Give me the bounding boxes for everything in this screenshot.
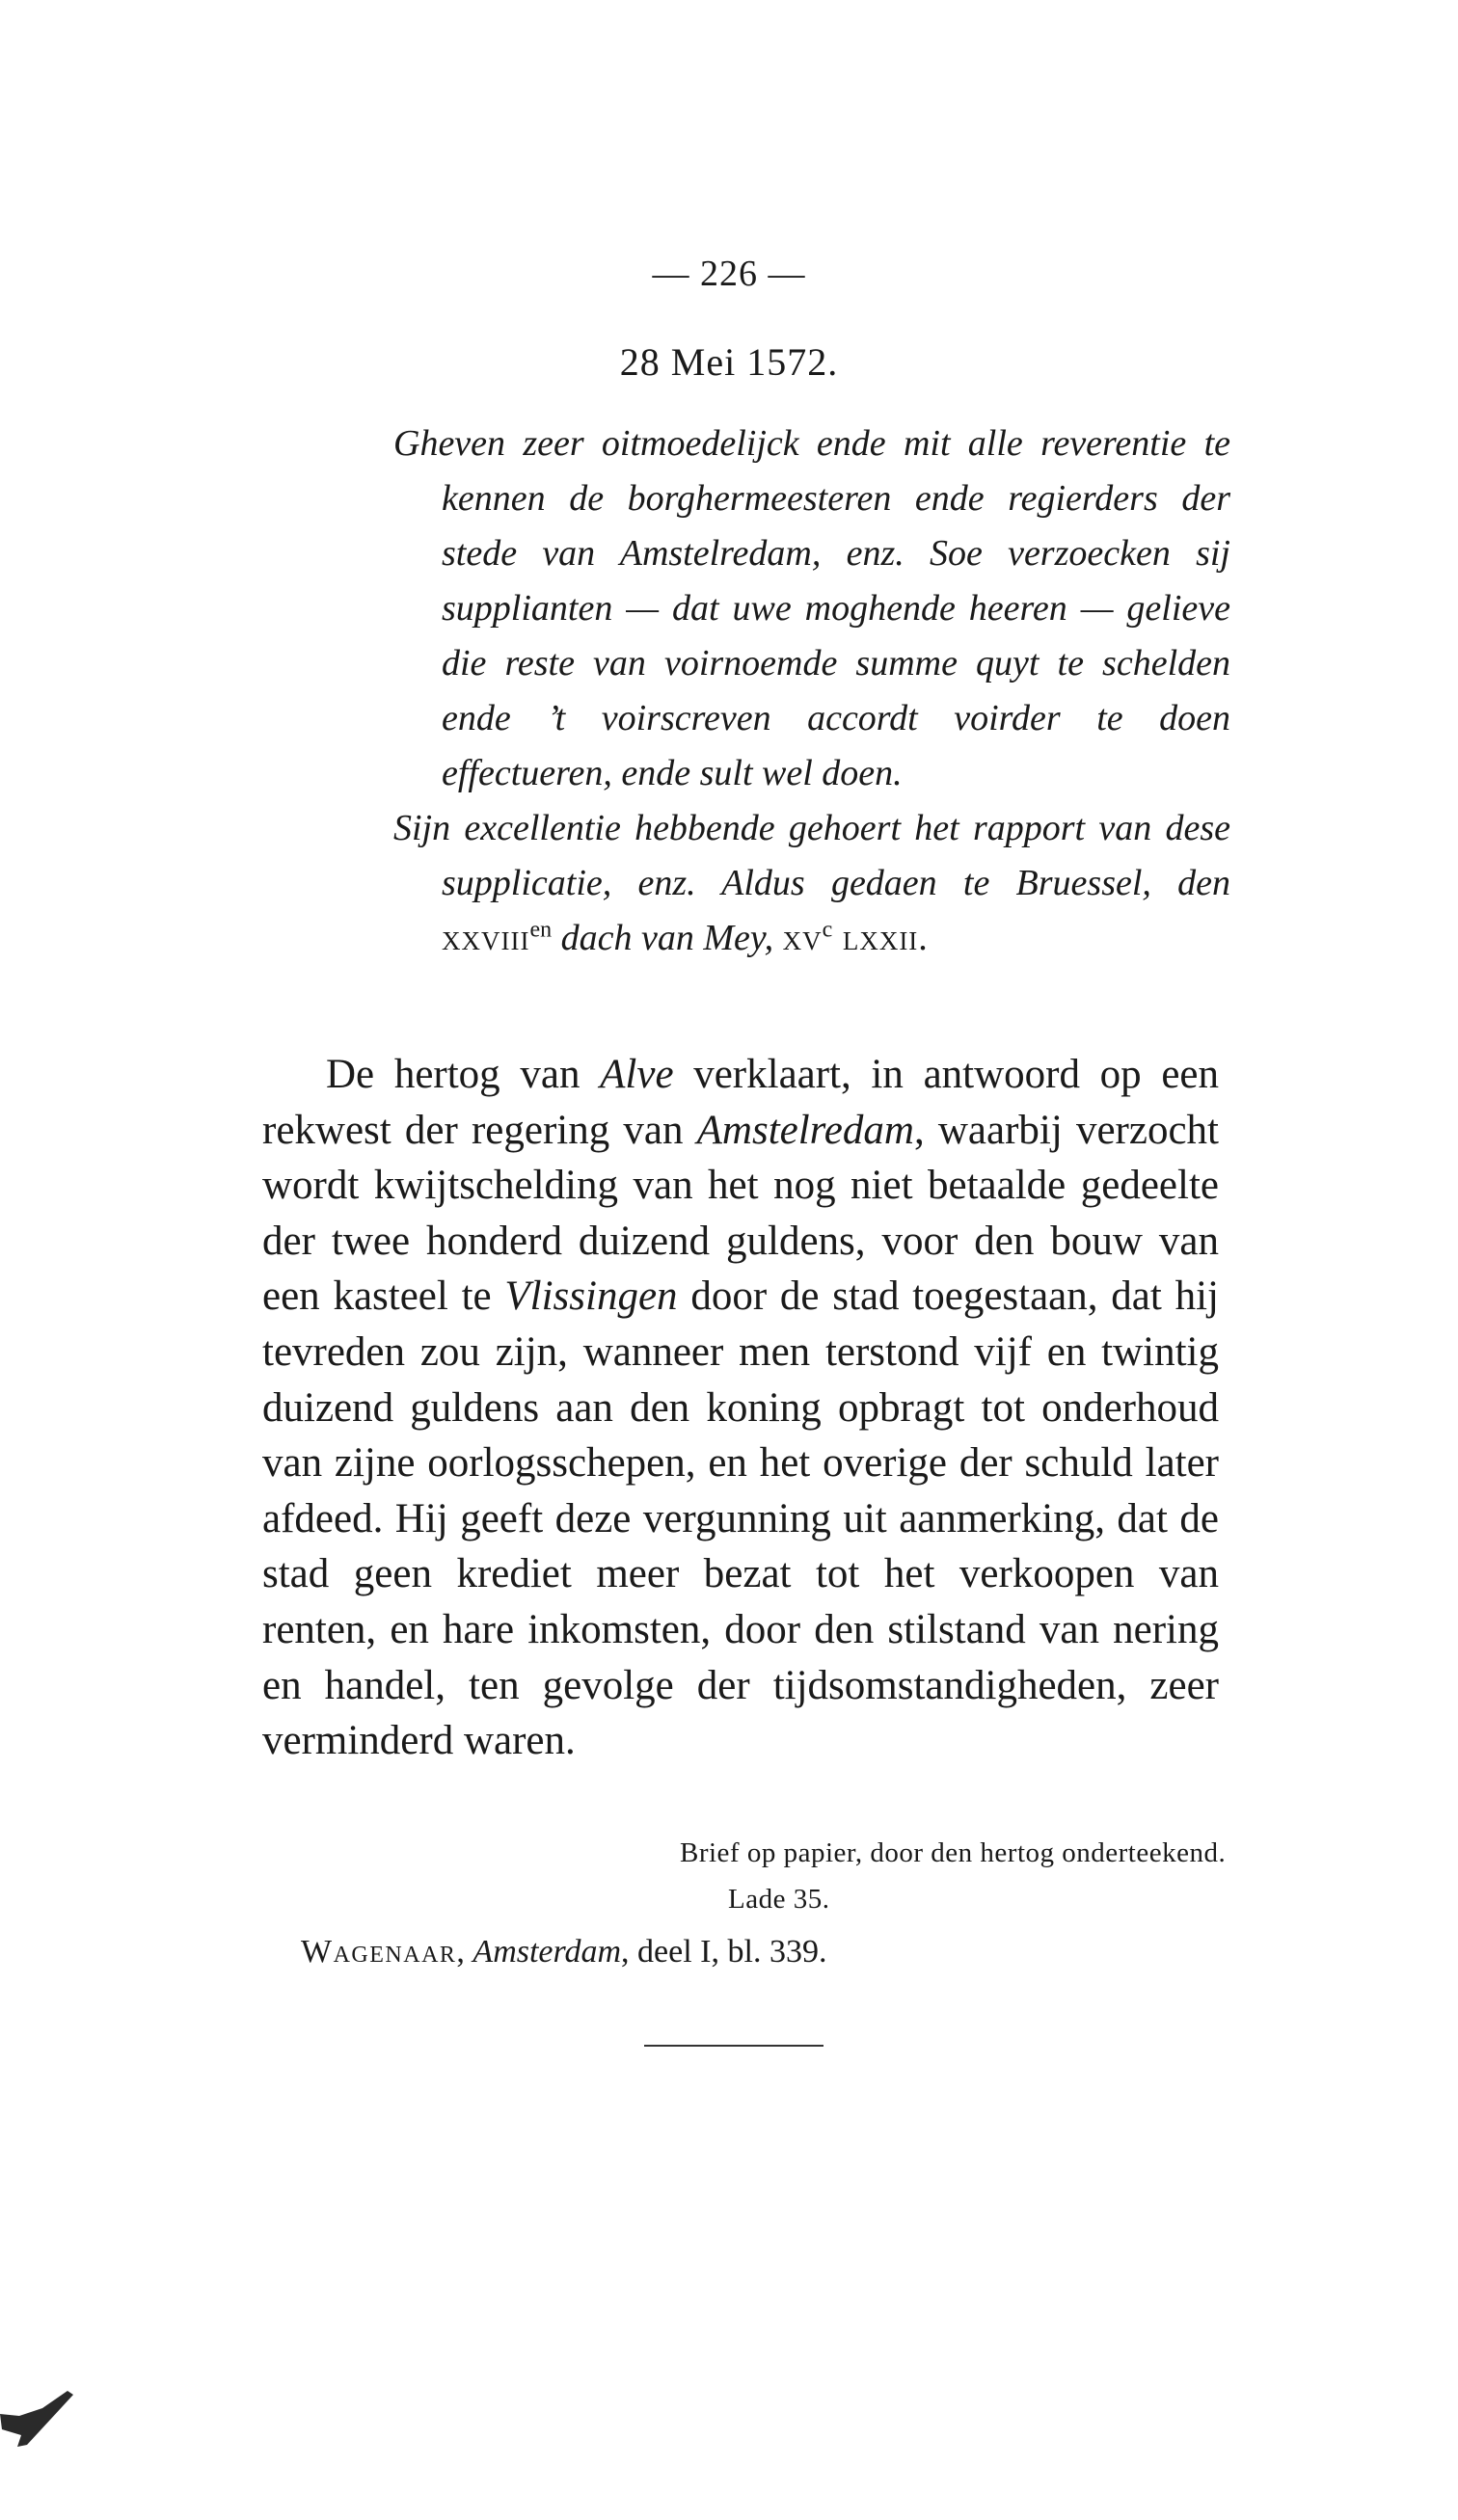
date-heading: 28 Mei 1572. [619, 340, 839, 384]
name-amstelredam: Amstelredam [696, 1107, 914, 1153]
date-suffix: en [529, 917, 553, 943]
summary-paragraph [262, 1047, 1219, 1769]
reference-work: Amsterdam [472, 1934, 622, 1970]
closing-rule [644, 2045, 824, 2047]
century-suffix: c [822, 917, 833, 943]
name-vlissingen: Vlissingen [504, 1273, 678, 1320]
date-middle: dach van Mey, [552, 918, 783, 958]
source-note: Brief op papier, door den hertog onderteekend. Lade 35. [680, 1837, 1227, 1915]
petition-text [393, 416, 1230, 966]
petition-paragraph-2-text: Sijn excellentie hebbende gehoert het rapport van dese supplicatie, enz. Aldus gedaen te Bruessel, den [393, 808, 1230, 903]
petition-paragraph-2 [393, 801, 1230, 966]
page-number: — 226 — [652, 254, 806, 294]
year-numeral: lxxii. [832, 918, 929, 958]
reference-author: Wagenaar [301, 1934, 457, 1970]
summary-part-2: verklaart, in antwoord op een rekwest der regering van [262, 1052, 1220, 1153]
name-alve: Alve [600, 1052, 674, 1097]
reference-line [301, 1928, 1169, 1976]
petition-paragraph-1: Gheven zeer oitmoedelijck ende mit alle reverentie te kennen de borghermeesteren ende regierders der stede van Amstelredam, enz. Soe verzoecken sij supplianten — dat uwe moghende heeren — gelieve die reste van voirnoemde summe quyt te schelden ende ’t voirscreven accordt voirder te doen effectueren, ende sult wel doen. [393, 423, 1230, 793]
summary-part-1: De hertog van [326, 1052, 601, 1097]
century-numeral: xv [782, 918, 823, 958]
page-corner-mark [0, 2381, 77, 2449]
reference-sep: , [456, 1934, 473, 1970]
date-numeral: xxviii [442, 918, 530, 958]
summary-part-4: door de stad toegestaan, dat hij tevreden zou zijn, wanneer men terstond vijf en twintig duizend guldens aan den koning opbragt tot onderhoud van zijne oorlogsschepen, en het overige der schuld later afdeed. Hij geeft deze vergunning uit aanmerking, dat de stad geen krediet meer bezat tot het verkoopen van renten, en hare inkomsten, door den stilstand van nering en handel, ten gevolge der tijdsomstandigheden, zeer verminderd waren. [262, 1273, 1219, 1764]
summary-part-3: , waarbij verzocht wordt kwijtschelding van het nog niet betaalde gedeelte der twee honderd duizend guldens, voor den bouw van een kasteel te [262, 1107, 1219, 1320]
reference-rest: , deel I, bl. 339. [621, 1934, 827, 1970]
